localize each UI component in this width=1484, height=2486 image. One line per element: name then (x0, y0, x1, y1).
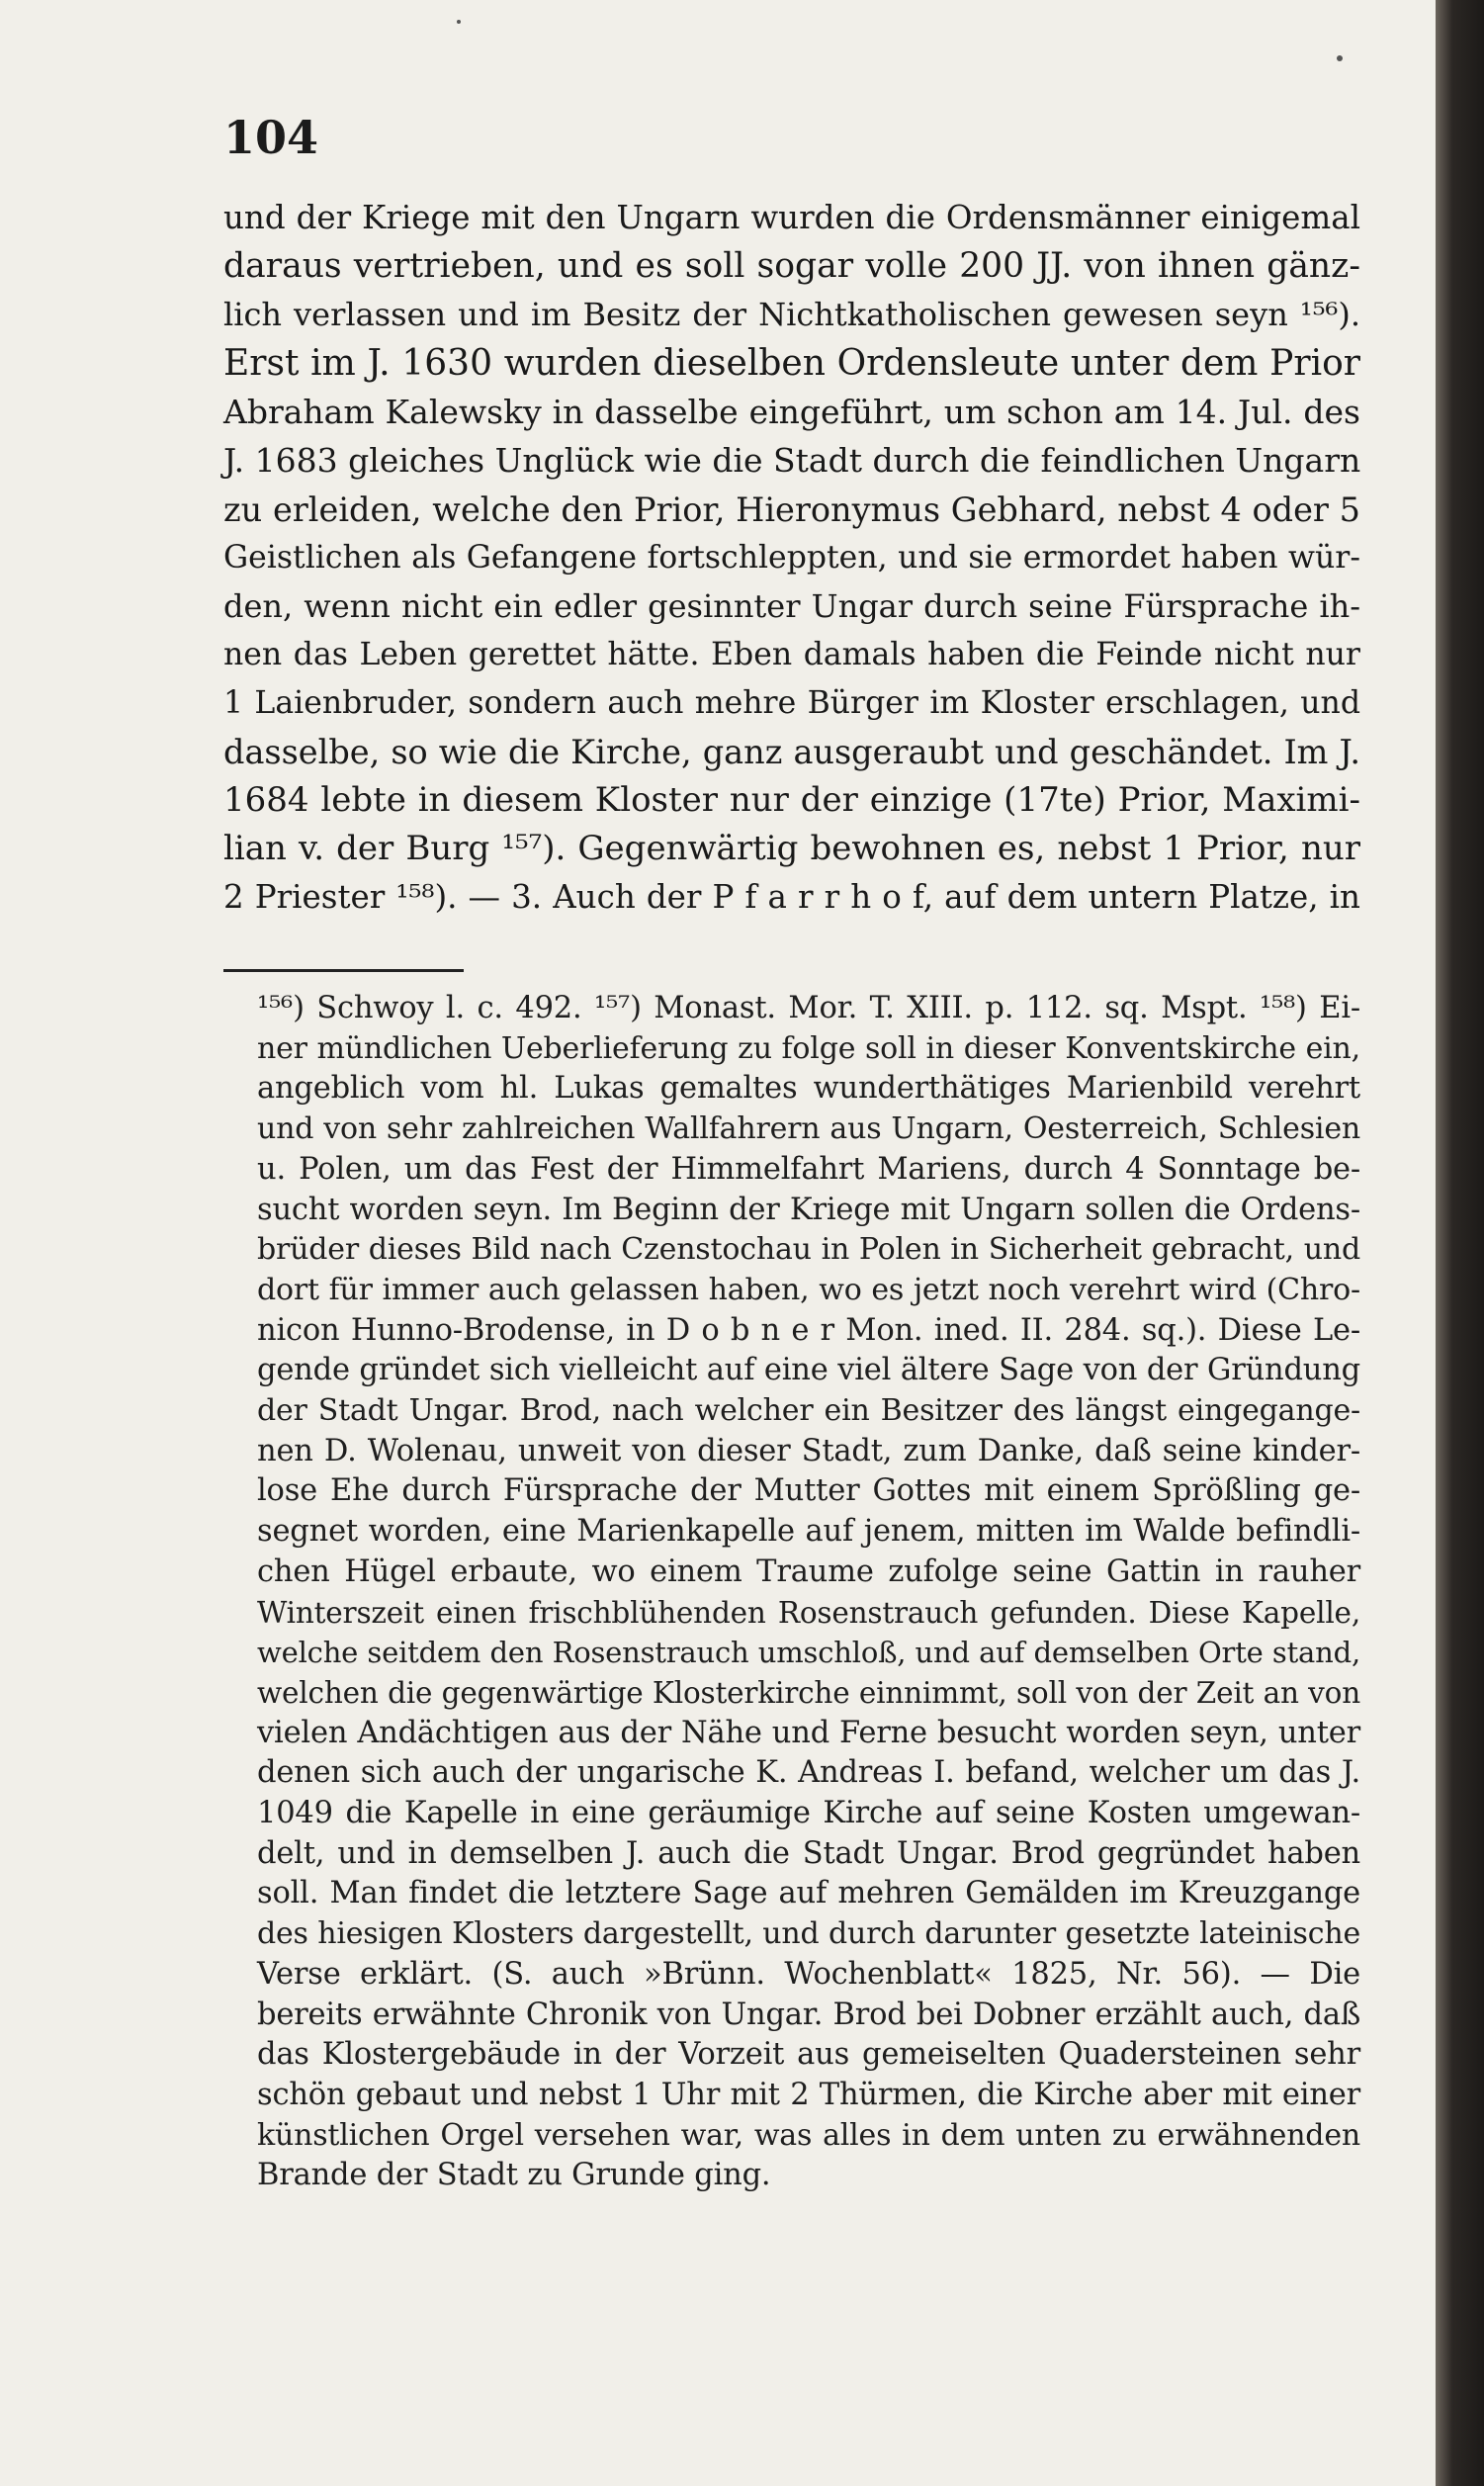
footnote-line: welchen die gegenwärtige Klosterkirche einnimmt, soll von der Zeit an von (257, 1675, 1360, 1710)
main-line: zu erleiden, welche den Prior, Hieronymus Gebhard, nebst 4 oder 5 (223, 489, 1360, 529)
footnote-line: künstlichen Orgel versehen war, was alles in dem unten zu erwähnenden (257, 2117, 1360, 2153)
footnote-line: Brande der Stadt zu Grunde ging. (257, 2158, 771, 2193)
footnote-line: welche seitdem den Rosenstrauch umschloß, und auf demselben Orte stand, (257, 1636, 1360, 1670)
footnote-line: brüder dieses Bild nach Czenstochau in Polen in Sicherheit gebracht, und (257, 1232, 1360, 1268)
main-line: 2 Priester ¹⁵⁸). — 3. Auch der P f a r r h o f, auf dem untern Platze, in (223, 878, 1360, 917)
footnote-line: nen D. Wolenau, unweit von dieser Stadt, zum Danke, daß seine kinder- (257, 1433, 1360, 1468)
footnote-line: sucht worden seyn. Im Beginn der Kriege mit Ungarn sollen die Ordens- (257, 1192, 1360, 1227)
main-text (223, 194, 1360, 922)
footnote-line: delt, und in demselben J. auch die Stadt Ungar. Brod gegründet haben (257, 1835, 1360, 1871)
footnote-line: Winterszeit einen frischblühenden Rosenstrauch gefunden. Diese Kapelle, (257, 1595, 1360, 1630)
footnote-line: dort für immer auch gelassen haben, wo es jetzt noch verehrt wird (Chro- (257, 1272, 1360, 1307)
main-line: 1684 lebte in diesem Kloster nur der einzige (17te) Prior, Maximi- (223, 780, 1360, 821)
paper-speck (1337, 55, 1343, 61)
footnote-line: u. Polen, um das Fest der Himmelfahrt Mariens, durch 4 Sonntage be- (257, 1151, 1360, 1187)
main-line: Erst im J. 1630 wurden dieselben Ordensleute unter dem Prior (223, 343, 1360, 385)
paper-speck (457, 20, 461, 24)
footnote-line: Verse erklärt. (S. auch »Brünn. Wochenblatt« 1825, Nr. 56). — Die (257, 1956, 1360, 1992)
main-line: nen das Leben gerettet hätte. Eben damals haben die Feinde nicht nur (223, 636, 1360, 672)
main-line: und der Kriege mit den Ungarn wurden die Ordensmänner einigemal (223, 199, 1360, 236)
main-line: den, wenn nicht ein edler gesinnter Ungar durch seine Fürsprache ih- (223, 586, 1360, 625)
footnote-line: soll. Man findet die letztere Sage auf mehren Gemälden im Kreuzgange (257, 1876, 1360, 1911)
footnote-line: lose Ehe durch Fürsprache der Mutter Gottes mit einem Sprößling ge- (257, 1473, 1360, 1509)
footnote-line: 1049 die Kapelle in eine geräumige Kirche auf seine Kosten umgewan- (257, 1796, 1360, 1831)
book-edge-shadow (1436, 0, 1484, 2486)
footnote-divider (223, 969, 464, 972)
footnote-line: nicon Hunno-Brodense, in D o b n e r Mon. ined. II. 284. sq.). Diese Le- (257, 1312, 1360, 1348)
footnote-line: denen sich auch der ungarische K. Andreas I. befand, welcher um das J. (257, 1755, 1360, 1791)
footnote-line: segnet worden, eine Marienkapelle auf jenem, mitten im Walde befindli- (257, 1514, 1360, 1550)
main-line: Abraham Kalewsky in dasselbe eingeführt, um schon am 14. Jul. des (223, 393, 1360, 432)
main-line: daraus vertrieben, und es soll sogar volle 200 JJ. von ihnen gänz- (223, 246, 1360, 287)
main-line: lian v. der Burg ¹⁵⁷). Gegenwärtig bewohnen es, nebst 1 Prior, nur (223, 829, 1360, 869)
footnote-line: ¹⁵⁶) Schwoy l. c. 492. ¹⁵⁷) Monast. Mor. T. XIII. p. 112. sq. Mspt. ¹⁵⁸) Ei- (257, 991, 1360, 1025)
footnote-line: gende gründet sich vielleicht auf eine viel ältere Sage von der Gründung (257, 1353, 1360, 1388)
footnote-line: ner mündlichen Ueberlieferung zu folge soll in dieser Konventskirche ein, (257, 1030, 1360, 1066)
main-line: J. 1683 gleiches Unglück wie die Stadt durch die feindlichen Ungarn (223, 441, 1361, 481)
footnote-line: der Stadt Ungar. Brod, nach welcher ein Besitzer des längst eingegange- (257, 1393, 1360, 1429)
footnote-line: vielen Andächtigen aus der Nähe und Ferne besucht worden seyn, unter (257, 1715, 1360, 1750)
footnote-line: und von sehr zahlreichen Wallfahrern aus Ungarn, Oesterreich, Schlesien (257, 1111, 1360, 1147)
main-line: dasselbe, so wie die Kirche, ganz ausgeraubt und geschändet. Im J. (223, 733, 1360, 772)
footnote-line: angeblich vom hl. Lukas gemaltes wunderthätiges Marienbild verehrt (257, 1071, 1360, 1107)
page-number: 104 (223, 111, 319, 164)
footnote-line: schön gebaut und nebst 1 Uhr mit 2 Thürmen, die Kirche aber mit einer (257, 2077, 1360, 2112)
footnotes (257, 989, 1360, 2196)
main-line: 1 Laienbruder, sondern auch mehre Bürger im Kloster erschlagen, und (223, 684, 1360, 721)
footnote-line: chen Hügel erbaute, wo einem Traume zufolge seine Gattin in rauher (257, 1554, 1360, 1589)
main-line: lich verlassen und im Besitz der Nichtkatholischen gewesen seyn ¹⁵⁶). (223, 296, 1360, 334)
main-line: Geistlichen als Gefangene fortschleppten, und sie ermordet haben wür- (223, 539, 1360, 576)
footnote-line: des hiesigen Klosters dargestellt, und durch darunter gesetzte lateinische (257, 1916, 1360, 1952)
footnote-line: das Klostergebäude in der Vorzeit aus gemeiselten Quadersteinen sehr (257, 2037, 1360, 2073)
footnote-line: bereits erwähnte Chronik von Ungar. Brod bei Dobner erzählt auch, daß (257, 1997, 1360, 2032)
